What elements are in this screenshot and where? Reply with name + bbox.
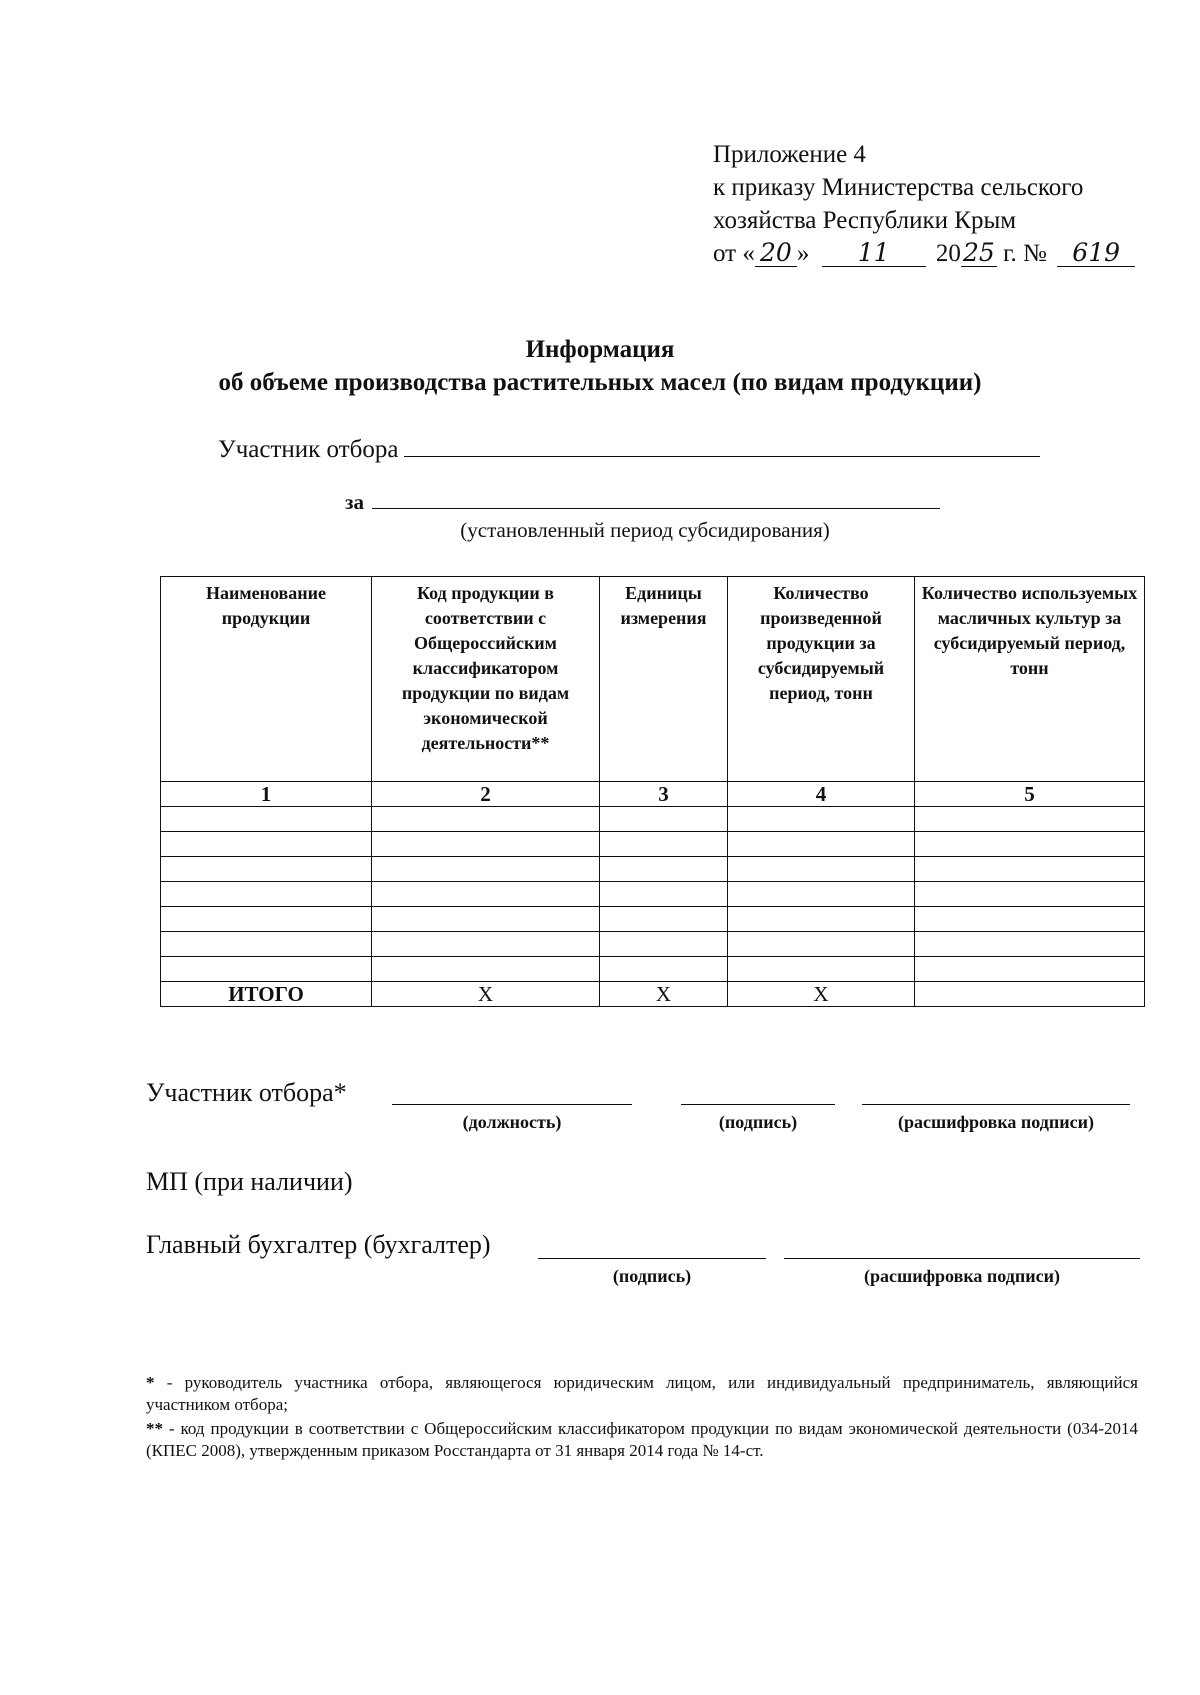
position-caption: (должность) (462, 1112, 562, 1132)
footnote-2-text: - код продукции в соответствии с Общероссийским классификатором продукции по видам экономической деятельности (034-2014 (КПЕС 2008), утвержденным приказом Росстандарта от 31 января 2014 года № 14-ст. (146, 1419, 1138, 1460)
footnote-1-mark: * (146, 1373, 155, 1392)
table-cell[interactable] (372, 857, 600, 882)
table-header-row (161, 577, 1145, 782)
appendix-line1: Приложение 4 (713, 141, 866, 168)
table-cell[interactable] (728, 907, 915, 932)
accountant-label: Главный бухгалтер (бухгалтер) (146, 1230, 491, 1259)
header-produced-qty: Количество произведенной продукции за субсидируемый период, тонн (728, 577, 915, 782)
doc-title: Информация (525, 336, 675, 363)
table-cell[interactable] (161, 932, 372, 957)
doc-subtitle: об объеме производства растительных масел (по видам продукции) (218, 369, 982, 396)
accountant-decoding-line[interactable] (784, 1258, 1140, 1259)
total-x-mark: X (728, 982, 915, 1007)
footnote-2-mark: ** (146, 1419, 163, 1438)
table-row (161, 832, 1145, 857)
table-cell[interactable] (600, 807, 728, 832)
table-cell[interactable] (600, 832, 728, 857)
table-cell[interactable] (372, 957, 600, 982)
column-number: 2 (372, 782, 600, 807)
stamp-label: МП (при наличии) (146, 1167, 353, 1196)
table-row (161, 932, 1145, 957)
table-cell[interactable] (161, 857, 372, 882)
table-cell[interactable] (372, 907, 600, 932)
table-cell[interactable] (915, 807, 1145, 832)
header-units: Единицы измерения (600, 577, 728, 782)
table-row (161, 907, 1145, 932)
accountant-decoding-caption: (расшифровка подписи) (864, 1266, 1060, 1286)
table-cell[interactable] (728, 882, 915, 907)
period-field (345, 488, 940, 515)
participant-field (218, 430, 1040, 464)
signature-caption: (подпись) (718, 1112, 798, 1132)
table-cell[interactable] (161, 957, 372, 982)
table-row (161, 882, 1145, 907)
table-cell[interactable] (161, 832, 372, 857)
total-label: ИТОГО (161, 982, 372, 1007)
accountant-signature-line[interactable] (538, 1258, 766, 1259)
table-cell[interactable] (372, 832, 600, 857)
table-cell[interactable] (372, 932, 600, 957)
table-cell[interactable] (161, 807, 372, 832)
appendix-line3: хозяйства Республики Крым (713, 207, 1017, 234)
position-line[interactable] (392, 1104, 632, 1105)
table-cell[interactable] (915, 832, 1145, 857)
date-prefix: от « (713, 240, 755, 267)
table-cell[interactable] (600, 957, 728, 982)
column-number: 4 (728, 782, 915, 807)
footnote-1 (146, 1372, 1138, 1416)
year-prefix: 20 (935, 240, 961, 267)
footnote-1-text: - руководитель участника отбора, являющегося юридическим лицом, или индивидуальный предприниматель, являющийся участником отбора; (146, 1373, 1138, 1414)
table-cell[interactable] (600, 857, 728, 882)
table-cell[interactable] (728, 957, 915, 982)
year-g: г. № (996, 240, 1047, 267)
participant-line[interactable] (404, 430, 1040, 457)
period-label: за (345, 490, 364, 514)
accountant-signature-caption: (подпись) (612, 1266, 692, 1286)
table-cell[interactable] (728, 857, 915, 882)
table-cell[interactable] (915, 882, 1145, 907)
table-cell[interactable] (161, 882, 372, 907)
table-cell[interactable] (728, 932, 915, 957)
table-cell[interactable] (372, 807, 600, 832)
participant-label: Участник отбора (218, 436, 399, 463)
appendix-line2: к приказу Министерства сельского (713, 174, 1084, 201)
table-cell[interactable] (915, 957, 1145, 982)
table-cell[interactable] (372, 882, 600, 907)
period-line[interactable] (372, 488, 940, 509)
production-table (160, 576, 1145, 1007)
table-cell[interactable] (915, 932, 1145, 957)
table-cell[interactable] (600, 882, 728, 907)
table-cell[interactable] (728, 807, 915, 832)
appendix-date-line (713, 237, 1135, 270)
column-number: 3 (600, 782, 728, 807)
header-product-code: Код продукции в соответствии с Общероссийским классификатором продукции по видам экономической деятельности** (372, 577, 600, 782)
table-cell[interactable] (161, 907, 372, 932)
table-cell[interactable] (600, 932, 728, 957)
table-total-row (161, 982, 1145, 1007)
table-cell[interactable] (728, 832, 915, 857)
total-x-mark: X (372, 982, 600, 1007)
date-month: 11 (822, 240, 926, 267)
table-row (161, 957, 1145, 982)
table-row (161, 807, 1145, 832)
signature-line[interactable] (681, 1104, 835, 1105)
order-number: 619 (1057, 240, 1135, 267)
table-column-numbers (161, 782, 1145, 807)
period-caption: (установленный период субсидирования) (460, 518, 830, 542)
table-row (161, 857, 1145, 882)
date-day: 20 (755, 240, 797, 267)
total-oilseed-cell[interactable] (915, 982, 1145, 1007)
table-cell[interactable] (600, 907, 728, 932)
footnote-2 (146, 1418, 1138, 1462)
decoding-line[interactable] (862, 1104, 1130, 1105)
table-cell[interactable] (915, 907, 1145, 932)
participant-signature-label: Участник отбора* (146, 1078, 347, 1107)
year-suffix: 25 (961, 240, 997, 267)
column-number: 1 (161, 782, 372, 807)
table-cell[interactable] (915, 857, 1145, 882)
total-x-mark: X (600, 982, 728, 1007)
column-number: 5 (915, 782, 1145, 807)
header-product-name: Наименование продукции (161, 577, 372, 782)
decoding-caption: (расшифровка подписи) (898, 1112, 1094, 1132)
appendix-block (713, 138, 1135, 270)
header-oilseed-qty: Количество используемых масличных культур за субсидируемый период, тонн (915, 577, 1145, 782)
date-mid: » (796, 240, 810, 267)
